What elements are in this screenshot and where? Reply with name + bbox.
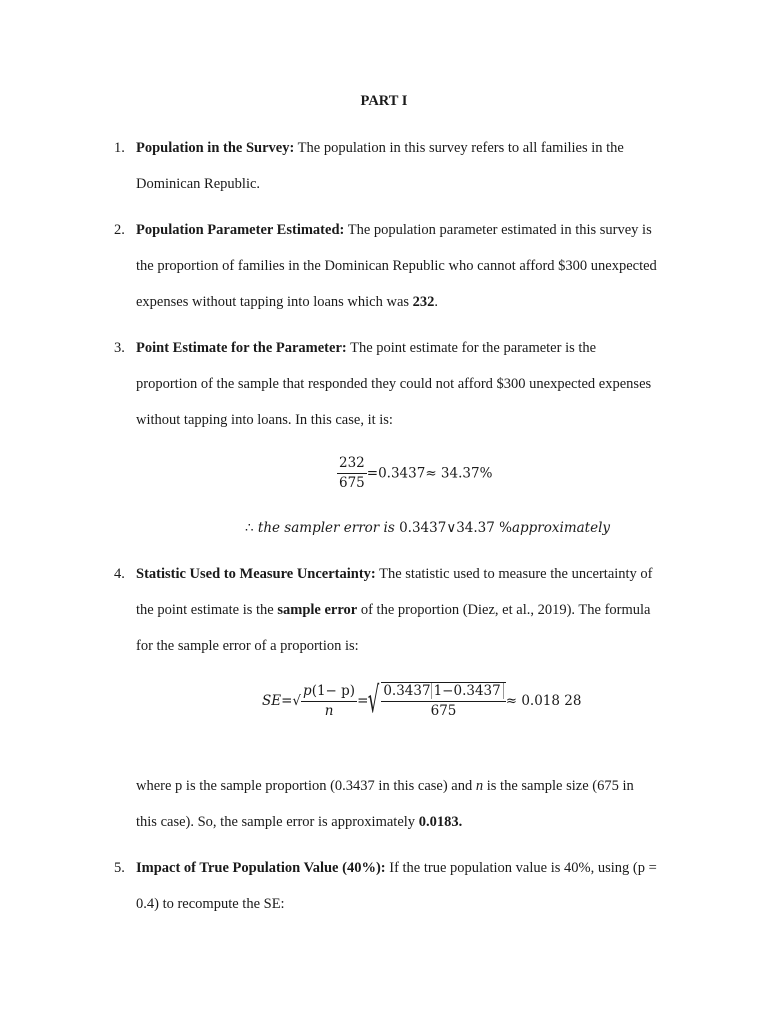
statement-text: approximately [511,520,611,536]
item-line [136,778,634,795]
item-bold-value: 0.0183. [418,814,463,830]
numerator-rest: (1− p) [311,682,356,699]
item-bold-term: sample error [277,602,358,618]
item-number: 1. [114,140,125,156]
item-text: The point estimate for the parameter is the [346,340,597,356]
item-text: the point estimate is the [136,602,278,618]
item-line [136,566,653,583]
formula-sqrt-sign: =√ [281,693,302,709]
item-text: expenses without tapping into loans which was [136,294,413,310]
page-heading: PART I [360,93,408,109]
item-text: is the sample size (675 in [483,778,634,794]
item-number: 4. [114,566,125,582]
item-text: The population in this survey refers to all families in the [294,140,624,156]
item-text: The statistic used to measure the uncertainty of [375,566,653,582]
item-line [136,860,657,877]
radical-icon: √ [368,680,380,721]
item-line [136,376,651,393]
item-line [136,340,596,357]
statement-value: 0.3437∨34.37 % [399,520,512,536]
item-text: without tapping into loans. In this case, it is: [136,412,393,428]
formula-result: ≈ 0.018 28 [505,693,582,709]
fraction [337,455,367,492]
item-line [136,258,657,275]
item-text: The population parameter estimated in this survey is [344,222,652,238]
var-p: p [303,682,312,699]
fraction-numerator [381,683,505,702]
item-line [136,222,652,239]
item-text: . [434,294,439,310]
item-title: Population Parameter Estimated: [136,222,345,238]
inner-value: 0.3437 [383,683,431,699]
item-line [136,140,624,157]
item-line [136,638,359,655]
fraction [301,683,357,720]
item-text: If the true population value is 40%, using (p = [385,860,657,876]
item-text: for the sample error of a proportion is: [136,638,359,654]
item-italic-var: n [475,778,484,794]
item-title: Population in the Survey: [136,140,295,156]
equation-result: =0.3437≈ 34.37% [366,465,493,482]
fraction-denominator: 675 [339,475,365,491]
item-line [136,176,260,193]
item-text: 0.4) to recompute the SE: [136,896,285,912]
item-text: proportion of the sample that responded they could not afford $300 unexpected expenses [136,376,652,392]
item-text: of the proportion (Diez, et al., 2019). The formula [357,602,651,618]
item-bold-value: 232 [412,294,435,310]
item-title: Point Estimate for the Parameter: [136,340,347,356]
item-text: where p is the sample proportion (0.3437 in this case) and [136,778,476,794]
item-title: Impact of True Population Value (40%): [136,860,386,876]
fraction [381,682,505,720]
inner-paren: 1−0.3437 [431,683,504,699]
item-number: 5. [114,860,125,876]
point-estimate-equation [337,455,492,492]
item-number: 3. [114,340,125,356]
fraction-denominator: 675 [430,703,457,719]
item-text: this case). So, the sample error is approximately [136,814,419,830]
item-line [136,602,651,619]
formula-lhs: SE [262,693,282,709]
fraction-numerator: 232 [337,455,367,474]
item-line [136,814,462,831]
item-text: Dominican Republic. [136,176,261,192]
standard-error-formula [262,681,581,721]
item-title: Statistic Used to Measure Uncertainty: [136,566,376,582]
item-line [136,896,285,913]
item-line [136,294,438,311]
fraction-numerator [301,683,357,702]
item-number: 2. [114,222,125,238]
item-text: the proportion of families in the Dominican Republic who cannot afford $300 unexpected [136,258,657,274]
statement-text: the sampler error is [257,520,400,536]
therefore-symbol: ∴ [245,520,254,536]
equals-sign: = [357,693,369,709]
sample-error-statement [245,520,610,536]
item-line [136,412,393,429]
fraction-denominator: n [324,702,334,719]
